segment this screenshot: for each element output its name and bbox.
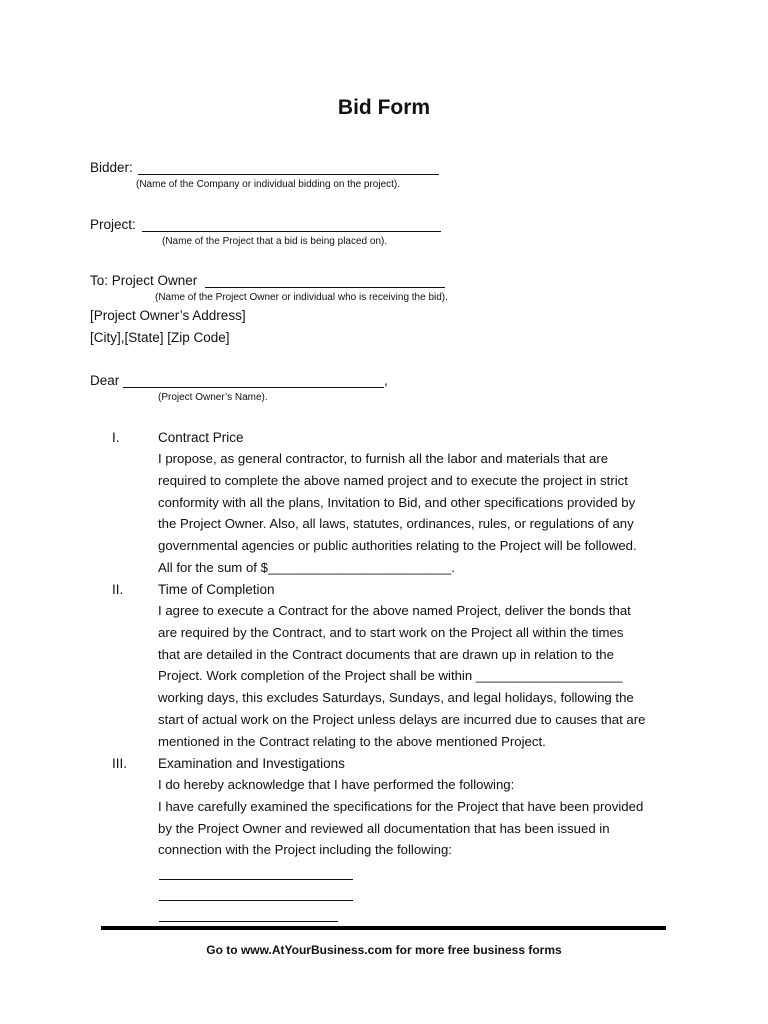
- dear-input-line[interactable]: [123, 387, 384, 388]
- body-line: I have carefully examined the specifications for the Project that have been provided: [158, 798, 644, 814]
- bidder-hint: (Name of the Company or individual bidding on the project).: [136, 179, 401, 190]
- body-line: I do hereby acknowledge that I have performed the following:: [158, 777, 515, 792]
- body-line: required to complete the above named project and to execute the project in strict: [158, 472, 628, 488]
- footer-divider: [101, 926, 666, 930]
- document-blank-line[interactable]: [159, 879, 353, 880]
- project-hint: (Name of the Project that a bid is being placed on).: [162, 236, 388, 247]
- project-owner-input-line[interactable]: [205, 287, 445, 288]
- dear-hint: (Project Owner’s Name).: [158, 392, 268, 403]
- section-heading: Contract Price: [158, 430, 244, 445]
- body-line: the Project Owner. Also, all laws, statutes, ordinances, rules, or regulations of any: [158, 516, 634, 532]
- page-title: Bid Form: [337, 96, 431, 119]
- body-line: connection with the Project including the following:: [158, 842, 452, 858]
- body-line: governmental agencies or public authorities relating to the Project will be followed.: [158, 538, 637, 554]
- body-line: start of actual work on the Project unless delays are incurred due to causes that are: [158, 711, 646, 727]
- project-owner-label: To: Project Owner: [90, 273, 198, 288]
- section-body: [158, 600, 645, 753]
- owner-city-state-zip: [City],[State] [Zip Code]: [90, 330, 230, 345]
- document-blank-line[interactable]: [159, 900, 353, 901]
- bidder-input-line[interactable]: [138, 174, 439, 175]
- footer-text: Go to www.AtYourBusiness.com for more free business forms: [206, 943, 562, 957]
- document-blank-line[interactable]: [159, 921, 338, 922]
- working-days-line[interactable]: Project. Work completion of the Project shall be within ____________________: [158, 668, 623, 684]
- body-line: I agree to execute a Contract for the above named Project, deliver the bonds that: [158, 603, 631, 618]
- body-line: conformity with all the plans, Invitation to Bid, and other specifications provided by: [158, 494, 636, 510]
- body-line: are required by the Contract, and to start work on the Project all within the times: [158, 624, 624, 640]
- section-number: III.: [112, 756, 128, 771]
- section-heading: Examination and Investigations: [158, 756, 345, 771]
- section-number: I.: [112, 430, 120, 445]
- project-input-line[interactable]: [142, 231, 441, 232]
- dear-comma: ,: [384, 373, 388, 388]
- body-line: by the Project Owner and reviewed all documentation that has been issued in: [158, 820, 610, 836]
- bidder-label: Bidder:: [90, 160, 133, 175]
- section-heading: Time of Completion: [158, 582, 275, 597]
- owner-address: [Project Owner’s Address]: [90, 308, 246, 323]
- section-body: [158, 448, 637, 579]
- body-line: mentioned in the Contract relating to the above mentioned Project.: [158, 733, 546, 749]
- contract-sum-line[interactable]: All for the sum of $_________________________.: [158, 559, 455, 575]
- body-line: working days, this excludes Saturdays, Sundays, and legal holidays, following the: [158, 690, 634, 706]
- body-line: I propose, as general contractor, to furnish all the labor and materials that are: [158, 451, 609, 466]
- project-label: Project:: [90, 217, 136, 232]
- section-body: [158, 774, 643, 861]
- dear-label: Dear: [90, 373, 120, 388]
- section-number: II.: [112, 582, 124, 597]
- body-line: that are detailed in the Contract documents that are drawn up in relation to the: [158, 646, 614, 662]
- project-owner-hint: (Name of the Project Owner or individual who is receiving the bid).: [155, 292, 448, 303]
